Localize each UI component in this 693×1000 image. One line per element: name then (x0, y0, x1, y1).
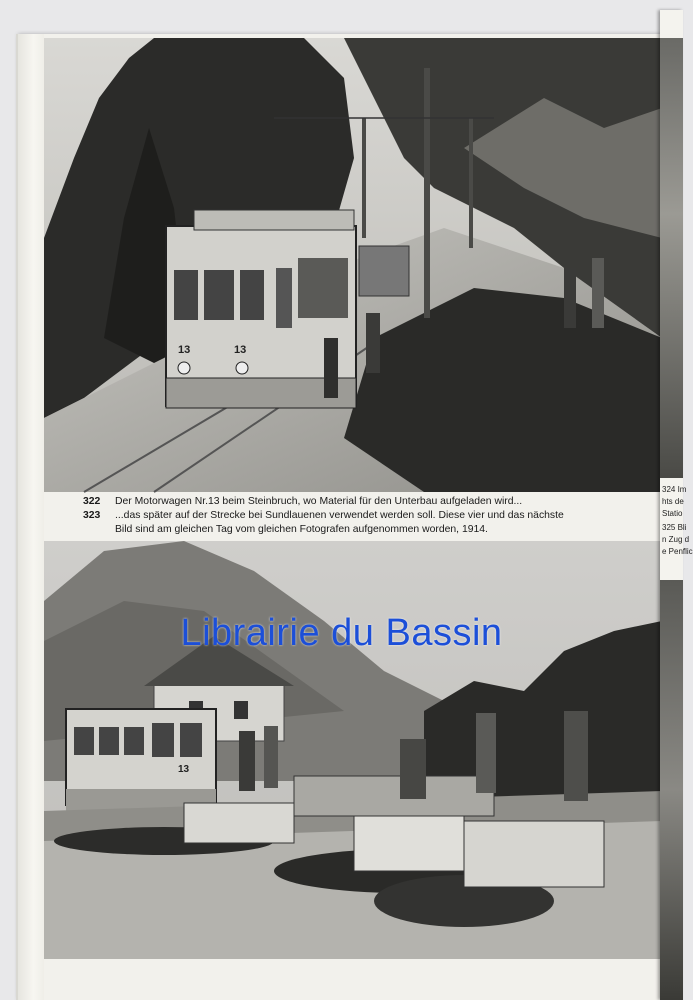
tram-number-left: 13 (178, 344, 191, 356)
watermark-text: Librairie du Bassin (180, 612, 503, 654)
caption-number: 322 (83, 496, 101, 507)
tram-number-bottom: 13 (178, 764, 190, 775)
adjacent-caption-line: hts de (662, 497, 684, 506)
caption-text: Der Motorwagen Nr.13 beim Steinbruch, wo Material für den Unterbau aufgeladen wird... (115, 496, 523, 507)
tram-number-right: 13 (234, 344, 247, 356)
caption-number: 323 (83, 510, 101, 521)
page-gutter (18, 34, 44, 1000)
adjacent-caption-line: 324 Im (662, 485, 687, 494)
caption-text: ...das später auf der Strecke bei Sundlauenen verwendet werden soll. Diese vier und das nächste (115, 510, 564, 521)
photo-tram-workers (44, 541, 662, 959)
adjacent-caption-line: 325 Bli (662, 523, 687, 532)
adjacent-page (660, 10, 693, 1000)
caption-text: Bild sind am gleichen Tag vom gleichen Fotografen aufgenommen worden, 1914. (115, 524, 488, 535)
adjacent-caption-line: Statio (662, 509, 683, 518)
photo-tram-quarry (44, 38, 662, 492)
adjacent-photo-top (660, 38, 683, 478)
adjacent-caption-line: n Zug d (662, 535, 690, 544)
adjacent-caption-line: e Penflic (662, 547, 693, 556)
